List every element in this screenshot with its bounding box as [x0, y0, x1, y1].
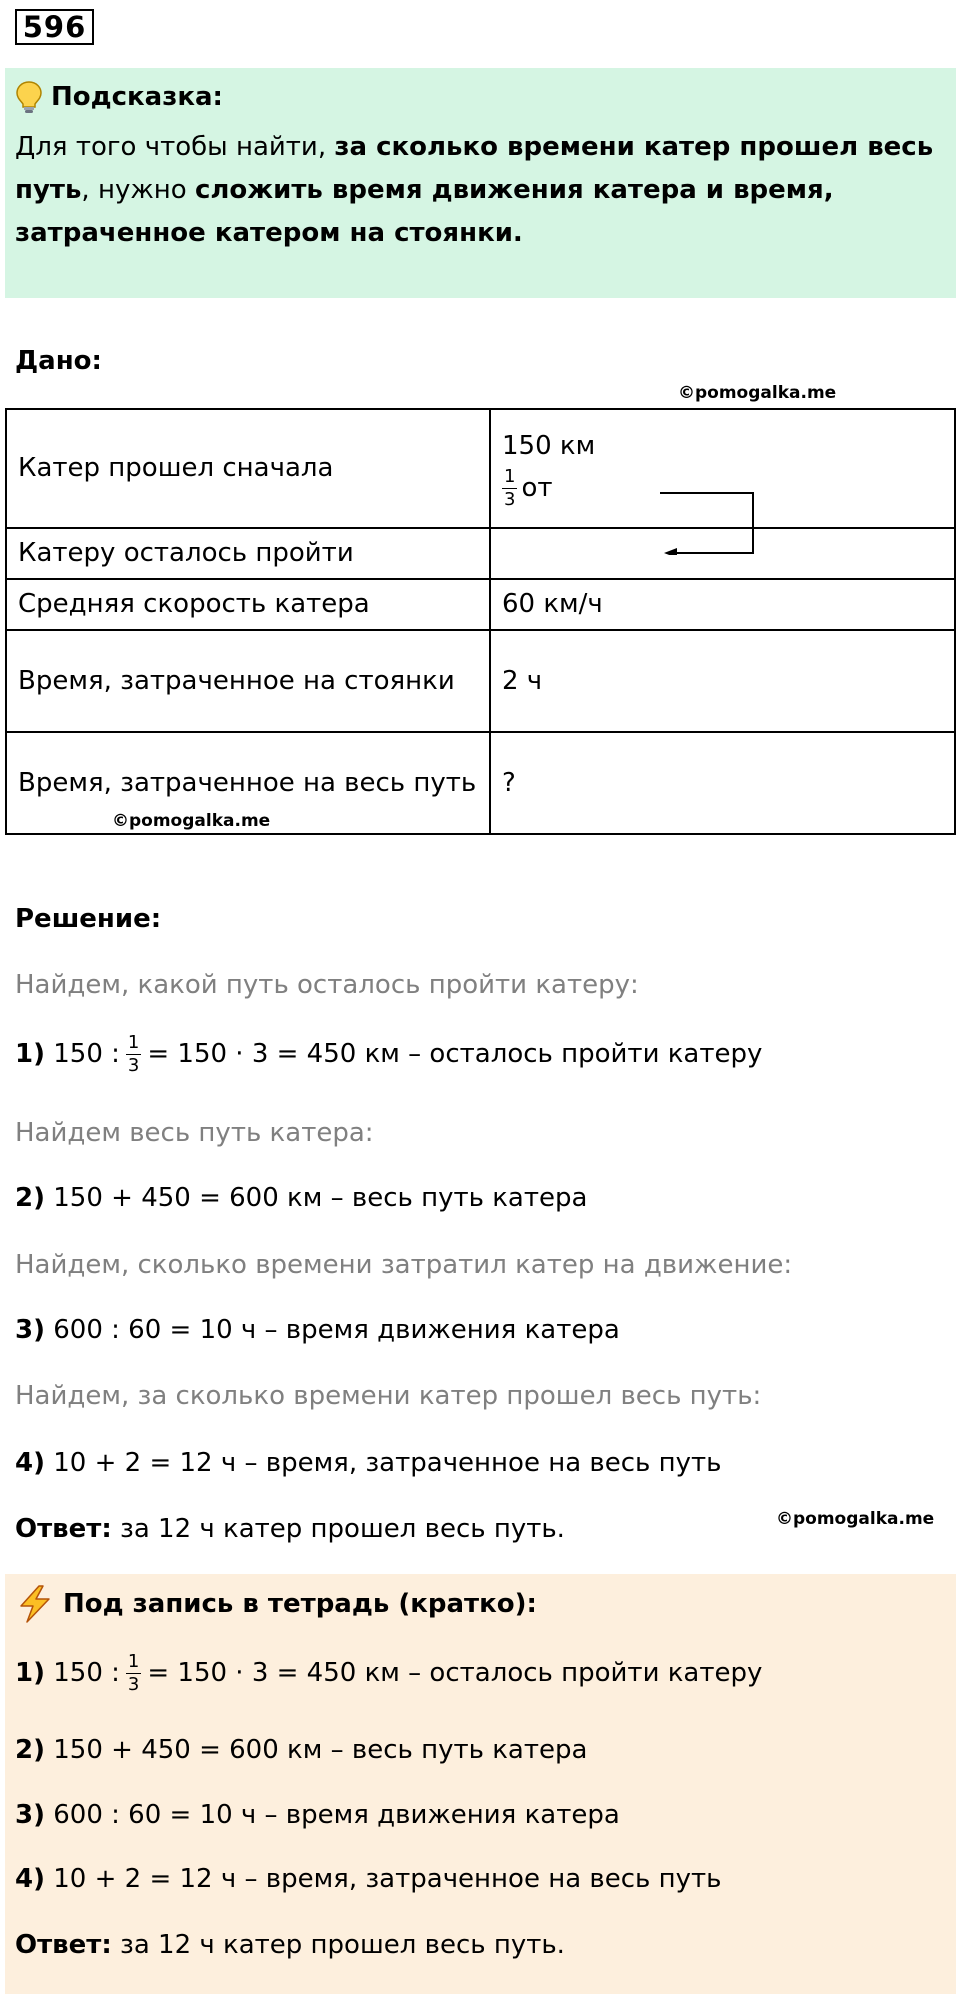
- brief-step: [15, 1800, 620, 1830]
- solution-step: [15, 1315, 620, 1345]
- table-row: [6, 579, 955, 630]
- watermark: ©pomogalka.me: [678, 383, 837, 403]
- solution-step: [15, 1032, 762, 1077]
- step-number: 4): [15, 1448, 45, 1478]
- fraction: [126, 1651, 141, 1696]
- watermark: ©pomogalka.me: [776, 1509, 935, 1529]
- answer-label: Ответ:: [15, 1514, 112, 1544]
- step-number: 4): [15, 1864, 45, 1894]
- step-text: 150 :: [53, 1658, 120, 1688]
- fraction-numerator: 1: [127, 1651, 140, 1672]
- fraction-numerator: 1: [504, 466, 516, 487]
- row-label: Время, затраченное на весь путь: [6, 732, 490, 834]
- solution-title: Решение:: [15, 904, 162, 934]
- row-label: Время, затраченное на стоянки: [6, 630, 490, 732]
- row-label: Катер прошел сначала: [6, 409, 490, 528]
- solution-hint: Найдем, какой путь осталось пройти катеру:: [15, 970, 639, 1000]
- fraction-denominator: 3: [504, 489, 516, 510]
- answer: [15, 1514, 565, 1544]
- step-number: 3): [15, 1800, 45, 1830]
- step-number: 1): [15, 1658, 45, 1688]
- row-value: ?: [490, 732, 955, 834]
- given-title: Дано:: [15, 346, 102, 376]
- row-value-text: 150 км: [502, 431, 596, 461]
- step-text: 150 + 450 = 600 км – весь путь катера: [53, 1735, 588, 1765]
- task-number: 596: [15, 9, 94, 45]
- step-text: 150 :: [53, 1039, 120, 1069]
- solution-hint: Найдем, за сколько времени катер прошел весь путь:: [15, 1381, 762, 1411]
- brief-step: [15, 1864, 721, 1894]
- solution-hint: Найдем, сколько времени затратил катер на движение:: [15, 1250, 793, 1280]
- step-number: 2): [15, 1735, 45, 1765]
- step-text: = 150 · 3 = 450 км – осталось пройти катеру: [147, 1039, 763, 1069]
- fraction-suffix: от: [521, 473, 553, 503]
- fraction: [126, 1032, 141, 1077]
- brief-step: [15, 1651, 762, 1696]
- hint-title-text: Подсказка:: [51, 82, 223, 112]
- step-text: = 150 · 3 = 450 км – осталось пройти катеру: [147, 1658, 763, 1688]
- step-text: 600 : 60 = 10 ч – время движения катера: [53, 1315, 620, 1345]
- step-text: 10 + 2 = 12 ч – время, затраченное на весь путь: [53, 1448, 722, 1478]
- row-value: 2 ч: [490, 630, 955, 732]
- brief-answer: [15, 1930, 565, 1960]
- fraction-denominator: 3: [127, 1674, 140, 1695]
- row-value: 60 км/ч: [490, 579, 955, 630]
- arrow-icon: [660, 485, 760, 555]
- row-label: Катеру осталось пройти: [6, 528, 490, 579]
- row-label: Средняя скорость катера: [6, 579, 490, 630]
- answer-text: за 12 ч катер прошел весь путь.: [120, 1930, 565, 1960]
- table-row: [6, 528, 955, 579]
- hint-text-1: Для того чтобы найти,: [15, 132, 335, 162]
- fraction-denominator: 3: [127, 1055, 140, 1076]
- step-number: 1): [15, 1039, 45, 1069]
- hint-bold-2: сложить время движения катера и время, затраченное катером на стоянки.: [15, 175, 834, 248]
- step-text: 600 : 60 = 10 ч – время движения катера: [53, 1800, 620, 1830]
- step-text: 10 + 2 = 12 ч – время, затраченное на весь путь: [53, 1864, 722, 1894]
- solution-step: [15, 1448, 721, 1478]
- brief-title: [15, 1584, 537, 1624]
- brief-step: [15, 1735, 587, 1765]
- step-number: 3): [15, 1315, 45, 1345]
- hint-title: [15, 80, 223, 114]
- fraction: [502, 466, 517, 511]
- step-number: 2): [15, 1183, 45, 1213]
- answer-text: за 12 ч катер прошел весь путь.: [120, 1514, 565, 1544]
- watermark: ©pomogalka.me: [112, 811, 271, 831]
- hint-bold-1: за сколько времени катер прошел весь путь: [15, 132, 934, 205]
- hint-text-2: , нужно: [81, 175, 195, 205]
- answer-label: Ответ:: [15, 1930, 112, 1960]
- hint-text: [15, 126, 940, 255]
- brief-title-text: Под запись в тетрадь (кратко):: [63, 1589, 537, 1619]
- fraction-numerator: 1: [127, 1032, 140, 1053]
- lightbulb-icon: [15, 80, 43, 114]
- given-table: [5, 408, 956, 835]
- table-row: [6, 409, 955, 528]
- solution-hint: Найдем весь путь катера:: [15, 1118, 374, 1148]
- step-text: 150 + 450 = 600 км – весь путь катера: [53, 1183, 588, 1213]
- table-row: [6, 630, 955, 732]
- lightning-icon: [15, 1584, 55, 1624]
- solution-step: [15, 1183, 587, 1213]
